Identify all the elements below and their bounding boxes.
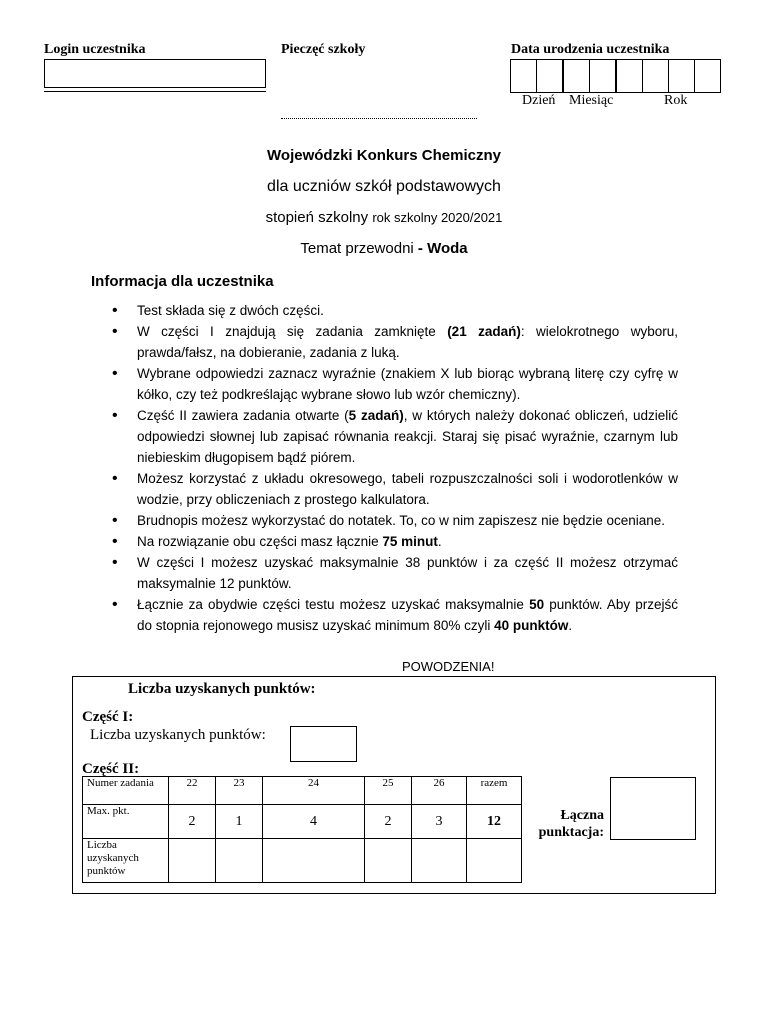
info-item: • Na rozwiązanie obu części masz łącznie 75 minut. [112,531,678,552]
obtained-points-header: Liczba uzyskanych punktów [83,839,169,883]
theme-label: Temat przewodni [300,240,414,257]
birth-date-grid[interactable] [511,59,721,93]
max-points-header: Max. pkt. [83,805,169,839]
obtained-points-cell[interactable] [263,839,365,883]
year-label: Rok [664,93,688,108]
stage-label: stopień szkolny [265,209,369,226]
table-row [83,805,522,839]
info-item: • Łącznie za obydwie części testu możesz uzyskać maksymalnie 50 punktów. Aby przejść do stopnia rejonowego musisz uzyskać minimum 80% czyli 40 punktów. [112,594,678,636]
info-list [112,300,678,636]
part2-label: Część II: [82,761,140,777]
task-number: 22 [169,777,216,805]
max-points-value: 4 [263,805,365,839]
table-row [83,839,522,883]
info-item: • Część II zawiera zadania otwarte (5 zadań), w których należy dokonać obliczeń, udzielić odpowiedzi słownej lub zapisać równania reakcji. Staraj się pisać wyraźnie, czarnym lub niebieskim długopisem bądź piórem. [112,405,678,468]
contest-subtitle: dla uczniów szkół podstawowych [267,178,501,195]
info-item: • Wybrane odpowiedzi zaznacz wyraźnie (znakiem X lub biorąc wybraną literę czy cyfrę w kółko, czy też podkreślając wybrane słowo lub wzór chemiczny). [112,363,678,405]
obtained-points-cell[interactable] [412,839,467,883]
birth-day-cell[interactable] [510,59,537,93]
theme-value: - Woda [417,240,468,257]
obtained-points-cell[interactable] [467,839,522,883]
table-row [83,777,522,805]
birth-year-cell[interactable] [668,59,695,93]
obtained-points-cell[interactable] [365,839,412,883]
obtained-points-cell[interactable] [216,839,263,883]
contest-title: Wojewódzki Konkurs Chemiczny [267,147,501,164]
day-label: Dzień [522,93,556,108]
school-stamp-label: Pieczęć szkoły [281,42,366,57]
info-heading: Informacja dla uczestnika [91,273,274,290]
info-item: • Test składa się z dwóch części. [112,300,678,321]
good-luck-text: POWODZENIA! [402,659,495,674]
max-points-value: 2 [169,805,216,839]
month-label: Miesiąc [569,93,614,108]
max-points-value: 3 [412,805,467,839]
birth-year-cell[interactable] [694,59,721,93]
part1-label: Część I: [82,709,134,725]
school-year: rok szkolny 2020/2021 [372,210,503,225]
max-points-total: 12 [467,805,522,839]
birth-date-label: Data urodzenia uczestnika [511,42,670,57]
part1-points-label: Liczba uzyskanych punktów: [90,727,266,743]
info-item: • Możesz korzystać z układu okresowego, tabeli rozpuszczalności soli i wodorotlenków w wodzie, przy obliczeniach z prostego kalkulatora. [112,468,678,510]
info-item: • W części I możesz uzyskać maksymalnie 38 punktów i za część II możesz otrzymać maksymalnie 12 punktów. [112,552,678,594]
total-score-field[interactable] [610,777,696,840]
task-number: razem [467,777,522,805]
results-title: Liczba uzyskanych punktów: [128,681,316,697]
task-number: 23 [216,777,263,805]
obtained-points-cell[interactable] [169,839,216,883]
birth-month-cell[interactable] [589,59,616,93]
birth-month-cell[interactable] [562,59,590,93]
part1-points-field[interactable] [290,726,357,762]
login-underline [44,91,266,92]
school-stamp-line [281,118,477,119]
max-points-value: 2 [365,805,412,839]
info-item: • Brudnopis możesz wykorzystać do notatek. To, co w nim zapiszesz nie będzie oceniane. [112,510,678,531]
birth-year-cell[interactable] [615,59,643,93]
info-item: • W części I znajdują się zadania zamknięte (21 zadań): wielokrotnego wyboru, prawda/fałsz, na dobieranie, zadania z luką. [112,321,678,363]
total-score-label: Łączna punktacja: [538,808,604,840]
task-number-header: Numer zadania [83,777,169,805]
contest-theme [0,240,768,257]
task-number: 26 [412,777,467,805]
birth-day-cell[interactable] [536,59,563,93]
max-points-value: 1 [216,805,263,839]
login-field[interactable] [44,59,266,88]
contest-stage [0,209,768,226]
login-label: Login uczestnika [44,42,146,57]
task-number: 25 [365,777,412,805]
birth-year-cell[interactable] [642,59,669,93]
task-number: 24 [263,777,365,805]
part2-scores-table [82,776,522,883]
